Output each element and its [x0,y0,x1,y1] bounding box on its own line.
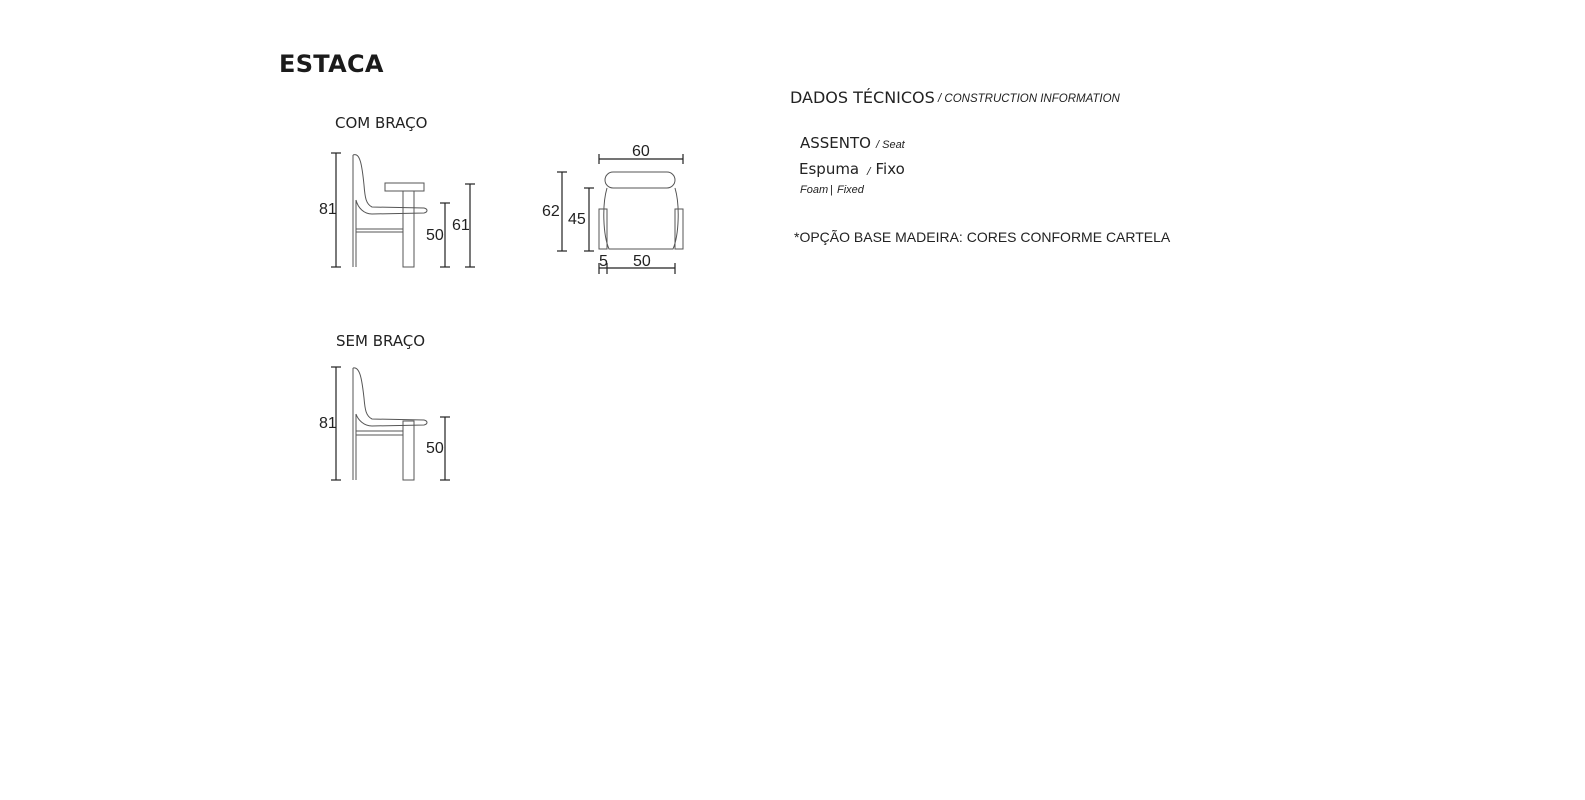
seat-label-en: / Seat [876,139,905,151]
seat-spec-pt [799,160,905,178]
dim-seat-width: 50 [633,253,651,270]
view-label-with-arm: COM BRAÇO [335,114,428,132]
dim-front-seat-height: 45 [568,211,586,228]
view-label-without-arm: SEM BRAÇO [336,332,426,350]
dim-arm-height: 61 [452,217,470,234]
side-view-without-arm-drawing [331,367,450,480]
side-view-with-arm-drawing [331,153,475,267]
seat-spec-en [800,184,864,196]
dim-overall-width: 60 [632,143,650,160]
page-title: ESTACA [279,50,384,78]
seat-spec-separator-en: | [830,184,833,196]
technical-data-heading-en: / CONSTRUCTION INFORMATION [938,93,1120,105]
dim-front-height: 62 [542,203,560,220]
dim-seat-height: 50 [426,227,444,244]
technical-data-heading: DADOS TÉCNICOS [790,88,935,107]
dim-overall-height: 81 [319,201,337,218]
dim-arm-width: 5 [599,253,608,270]
seat-type-en: Fixed [836,184,864,196]
base-option-note: *OPÇÃO BASE MADEIRA: CORES CONFORME CARTELA [794,229,1171,245]
seat-material-pt: Espuma [799,160,860,178]
dim-overall-height-no-arm: 81 [319,415,337,432]
dim-seat-height-no-arm: 50 [426,440,444,457]
seat-spec-separator-pt: / [867,166,871,177]
seat-label: ASSENTO [800,134,871,152]
seat-type-pt: Fixo [875,160,905,178]
seat-material-en: Foam [800,184,829,196]
